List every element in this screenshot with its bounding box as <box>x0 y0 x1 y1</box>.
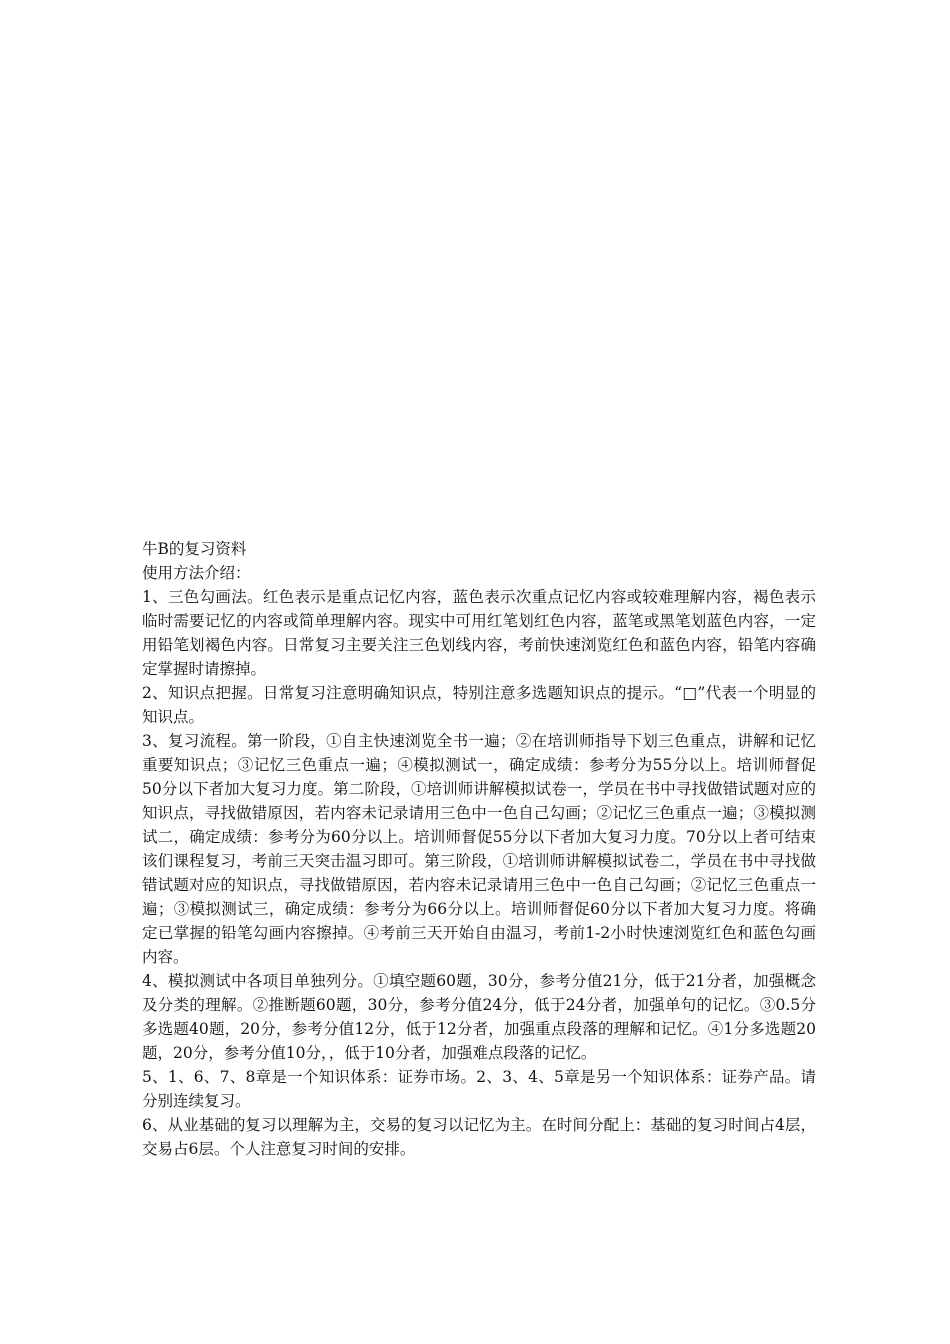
paragraph-knowledge-points: 2、知识点把握。日常复习注意明确知识点，特别注意多选题知识点的提示。“□”代表一个明显的知识点。 <box>142 684 816 726</box>
document-title: 牛B的复习资料 <box>142 540 247 558</box>
paragraph-three-color-method: 1、三色勾画法。红色表示是重点记忆内容，蓝色表示次重点记忆内容或较难理解内容，褐色表示临时需要记忆的内容或简单理解内容。现实中可用红笔划红色内容，蓝笔或黑笔划蓝色内容，一定用铅笔划褐色内容。日常复习主要关注三色划线内容，考前快速浏览红色和蓝色内容，铅笔内容确定掌握时请擦掉。 <box>142 588 816 678</box>
paragraph-review-process: 3、复习流程。第一阶段，①自主快速浏览全书一遍；②在培训师指导下划三色重点，讲解和记忆重要知识点；③记忆三色重点一遍；④模拟测试一，确定成绩：参考分为55分以上。培训师督促50分以下者加大复习力度。第二阶段，①培训师讲解模拟试卷一，学员在书中寻找做错试题对应的知识点，寻找做错原因，若内容未记录请用三色中一色自己勾画；②记忆三色重点一遍；③模拟测试二，确定成绩：参考分为60分以上。培训师督促55分以下者加大复习力度。70分以上者可结束该们课程复习，考前三天突击温习即可。第三阶段，①培训师讲解模拟试卷二，学员在书中寻找做错试题对应的知识点，寻找做错原因，若内容未记录请用三色中一色自己勾画；②记忆三色重点一遍；③模拟测试三，确定成绩：参考分为66分以上。培训师督促60分以下者加大复习力度。将确定已掌握的铅笔勾画内容擦掉。④考前三天开始自由温习，考前1-2小时快速浏览红色和蓝色勾画内容。 <box>142 732 816 966</box>
paragraph-knowledge-systems: 5、1、6、7、8章是一个知识体系：证券市场。2、3、4、5章是另一个知识体系：证券产品。请分别连续复习。 <box>142 1068 816 1110</box>
paragraph-mock-test-scoring: 4、模拟测试中各项目单独列分。①填空题60题，30分，参考分值21分，低于21分者，加强概念及分类的理解。②推断题60题，30分，参考分值24分，低于24分者，加强单句的记忆。③0.5分多选题40题，20分，参考分值12分，低于12分者，加强重点段落的理解和记忆。④1分多选题20题，20分，参考分值10分，，低于10分者，加强难点段落的记忆。 <box>142 972 816 1062</box>
intro-label: 使用方法介绍： <box>142 564 251 582</box>
document-body <box>142 537 816 1161</box>
paragraph-time-allocation: 6、从业基础的复习以理解为主，交易的复习以记忆为主。在时间分配上：基础的复习时间占4层，交易占6层。个人注意复习时间的安排。 <box>142 1116 816 1158</box>
